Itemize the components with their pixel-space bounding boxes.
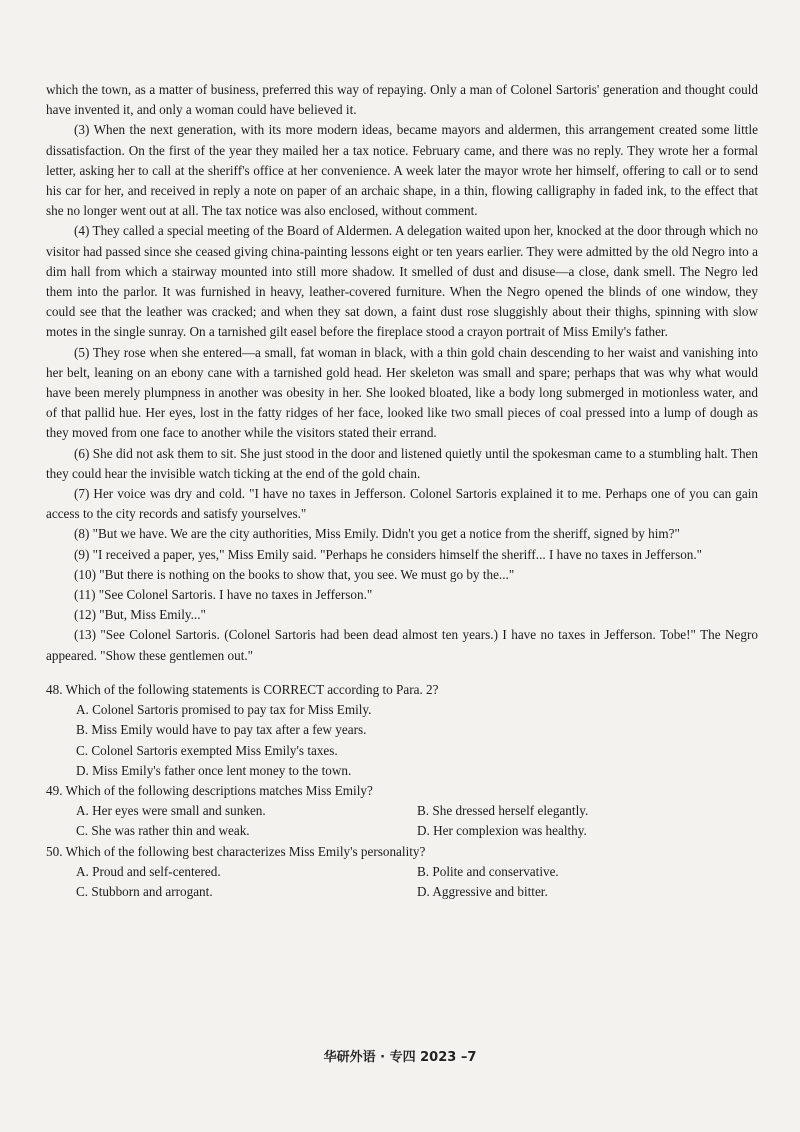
paragraph-12: (12) "But, Miss Emily..." bbox=[74, 607, 206, 623]
question-49 bbox=[46, 781, 758, 842]
paragraph-3: (3) When the next generation, with its more modern ideas, became mayors and aldermen, this arrangement created some little dissatisfaction. On the first of the year they mailed her a tax notice. February came, and there was no reply. They wrote her a formal letter, asking her to call at the sheriff's office at her convenience. A week later the mayor wrote her himself, offering to call or to send his car for her, and received in reply a note on paper of an archaic shape, in a thin, flowing calligraphy in faded ink, to the effect that she no longer went out at all. The tax notice was also enclosed, without comment. bbox=[46, 122, 758, 219]
question-48-option-c: C. Colonel Sartoris exempted Miss Emily's taxes. bbox=[76, 742, 338, 758]
paragraph-2-end: which the town, as a matter of business, preferred this way of repaying. Only a man of Colonel Sartoris' generation and thought could have invented it, and only a woman could have believed it. bbox=[46, 82, 758, 118]
paragraph-6: (6) She did not ask them to sit. She just stood in the door and listened quietly until the spokesman came to a stumbling halt. Then they could hear the invisible watch ticking at the end of the gold chain. bbox=[46, 445, 758, 481]
document-page bbox=[46, 80, 758, 902]
question-49-option-c: C. She was rather thin and weak. bbox=[76, 823, 250, 839]
paragraph-8: (8) "But we have. We are the city authorities, Miss Emily. Didn't you get a notice from the sheriff, signed by him?" bbox=[74, 526, 680, 542]
question-50-option-a: A. Proud and self-centered. bbox=[76, 863, 221, 879]
question-50-option-b: B. Polite and conservative. bbox=[417, 863, 559, 879]
paragraph-10: (10) "But there is nothing on the books to show that, you see. We must go by the..." bbox=[74, 566, 515, 582]
paragraph-11: (11) "See Colonel Sartoris. I have no taxes in Jefferson." bbox=[74, 587, 373, 603]
paragraph-9: (9) "I received a paper, yes," Miss Emily said. "Perhaps he considers himself the sheriff... I have no taxes in Jefferson." bbox=[74, 546, 703, 562]
question-49-option-a: A. Her eyes were small and sunken. bbox=[76, 803, 266, 819]
question-48-stem: 48. Which of the following statements is CORRECT according to Para. 2? bbox=[46, 681, 439, 697]
paragraph-5: (5) They rose when she entered—a small, fat woman in black, with a thin gold chain descending to her waist and vanishing into her belt, leaning on an ebony cane with a tarnished gold head. Her skeleton was small and spare; perhaps that was why what would have been merely plumpness in another was obesity in her. She looked bloated, like a body long submerged in motionless water, and of that pallid hue. Her eyes, lost in the fatty ridges of her face, looked like two small pieces of coal pressed into a lump of dough as they moved from one face to another while the visitors stated their errand. bbox=[46, 344, 758, 441]
question-48-option-b: B. Miss Emily would have to pay tax after a few years. bbox=[76, 722, 367, 738]
paragraph-7: (7) Her voice was dry and cold. "I have no taxes in Jefferson. Colonel Sartoris explained it to me. Perhaps one of you can gain access to the city records and satisfy yourselves." bbox=[46, 486, 758, 522]
paragraph-13: (13) "See Colonel Sartoris. (Colonel Sartoris had been dead almost ten years.) I have no taxes in Jefferson. Tobe!" The Negro appeared. "Show these gentlemen out." bbox=[46, 627, 758, 663]
page-footer: 华研外语 · 专四 2023 –7 bbox=[323, 1050, 477, 1065]
question-49-option-b: B. She dressed herself elegantly. bbox=[417, 803, 589, 819]
question-50-option-c: C. Stubborn and arrogant. bbox=[76, 883, 213, 899]
question-50-option-d: D. Aggressive and bitter. bbox=[417, 883, 548, 899]
question-49-option-d: D. Her complexion was healthy. bbox=[417, 823, 587, 839]
question-50 bbox=[46, 842, 758, 903]
passage bbox=[46, 80, 758, 666]
question-50-stem: 50. Which of the following best characterizes Miss Emily's personality? bbox=[46, 843, 426, 859]
question-48-option-d: D. Miss Emily's father once lent money to the town. bbox=[76, 762, 352, 778]
question-48-option-a: A. Colonel Sartoris promised to pay tax for Miss Emily. bbox=[76, 702, 372, 718]
paragraph-4: (4) They called a special meeting of the Board of Aldermen. A delegation waited upon her, knocked at the door through which no visitor had passed since she ceased giving china-painting lessons eight or ten years earlier. They were admitted by the old Negro into a dim hall from which a stairway mounted into still more shadow. It smelled of dust and disuse—a close, dank smell. The Negro led them into the parlor. It was furnished in heavy, leather-covered furniture. When the Negro opened the blinds of one window, they could see that the leather was cracked; and when they sat down, a faint dust rose sluggishly about their thighs, spinning with slow motes in the single sunray. On a tarnished gilt easel before the fireplace stood a crayon portrait of Miss Emily's father. bbox=[46, 223, 758, 340]
question-48 bbox=[46, 680, 758, 781]
question-49-stem: 49. Which of the following descriptions matches Miss Emily? bbox=[46, 782, 373, 798]
